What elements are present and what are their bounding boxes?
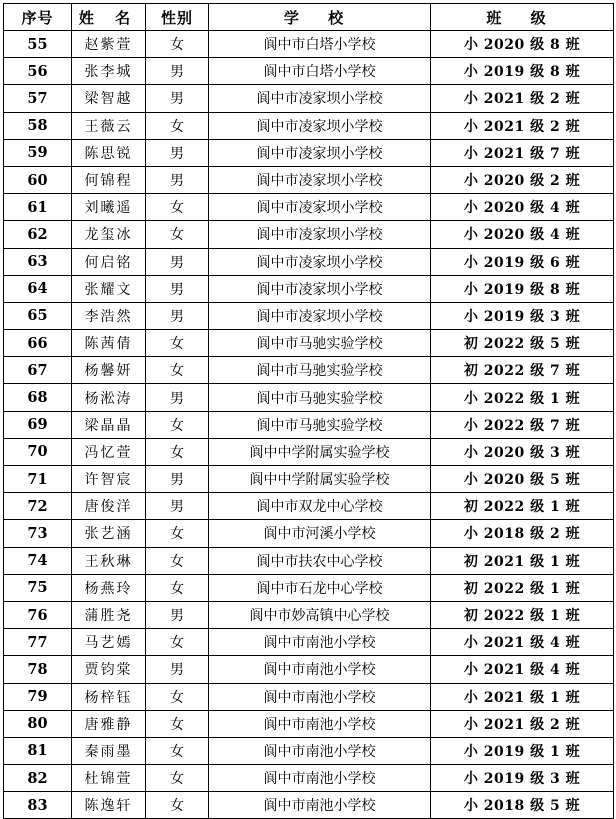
table-row xyxy=(4,792,614,819)
cell-class: 小 2018 级 2 班 xyxy=(431,520,614,547)
cell-no: 82 xyxy=(4,765,72,792)
table-row xyxy=(4,275,614,302)
cell-gender: 女 xyxy=(146,221,209,248)
table-row xyxy=(4,194,614,221)
table-row xyxy=(4,574,614,601)
cell-school: 阆中中学附属实验学校 xyxy=(209,438,431,465)
cell-class: 小 2019 级 3 班 xyxy=(431,302,614,329)
cell-class: 小 2019 级 1 班 xyxy=(431,737,614,764)
cell-school: 阆中市双龙中心学校 xyxy=(209,493,431,520)
table-row xyxy=(4,656,614,683)
cell-name: 冯忆萱 xyxy=(72,438,146,465)
cell-school: 阆中市马驰实验学校 xyxy=(209,411,431,438)
cell-school: 阆中市凌家坝小学校 xyxy=(209,194,431,221)
cell-name: 刘曦遥 xyxy=(72,194,146,221)
cell-no: 68 xyxy=(4,384,72,411)
cell-name: 许智宸 xyxy=(72,466,146,493)
cell-school: 阆中市南池小学校 xyxy=(209,737,431,764)
table-row xyxy=(4,438,614,465)
table-row xyxy=(4,166,614,193)
cell-name: 张艺涵 xyxy=(72,520,146,547)
table-row xyxy=(4,248,614,275)
cell-school: 阆中市凌家坝小学校 xyxy=(209,221,431,248)
cell-gender: 女 xyxy=(146,765,209,792)
cell-name: 杨馨妍 xyxy=(72,357,146,384)
cell-no: 71 xyxy=(4,466,72,493)
table-row xyxy=(4,31,614,58)
header-gender: 性别 xyxy=(146,4,209,31)
cell-no: 80 xyxy=(4,710,72,737)
cell-class: 小 2019 级 3 班 xyxy=(431,765,614,792)
header-no: 序号 xyxy=(4,4,72,31)
cell-class: 初 2022 级 1 班 xyxy=(431,601,614,628)
cell-class: 初 2022 级 1 班 xyxy=(431,493,614,520)
cell-gender: 女 xyxy=(146,792,209,819)
cell-school: 阆中中学附属实验学校 xyxy=(209,466,431,493)
cell-school: 阆中市石龙中心学校 xyxy=(209,574,431,601)
cell-school: 阆中市马驰实验学校 xyxy=(209,357,431,384)
cell-class: 小 2021 级 7 班 xyxy=(431,139,614,166)
cell-class: 小 2020 级 3 班 xyxy=(431,438,614,465)
cell-no: 77 xyxy=(4,629,72,656)
table-row xyxy=(4,520,614,547)
cell-no: 81 xyxy=(4,737,72,764)
cell-no: 57 xyxy=(4,85,72,112)
cell-gender: 男 xyxy=(146,85,209,112)
cell-name: 唐俊洋 xyxy=(72,493,146,520)
table-row xyxy=(4,601,614,628)
cell-name: 王秋琳 xyxy=(72,547,146,574)
header-school: 学 校 xyxy=(209,4,431,31)
cell-school: 阆中市凌家坝小学校 xyxy=(209,248,431,275)
table-header xyxy=(4,4,614,31)
cell-gender: 男 xyxy=(146,248,209,275)
cell-no: 64 xyxy=(4,275,72,302)
cell-gender: 男 xyxy=(146,166,209,193)
cell-no: 55 xyxy=(4,31,72,58)
cell-school: 阆中市扶农中心学校 xyxy=(209,547,431,574)
cell-name: 何启铭 xyxy=(72,248,146,275)
cell-class: 初 2022 级 1 班 xyxy=(431,574,614,601)
table-row xyxy=(4,112,614,139)
cell-no: 63 xyxy=(4,248,72,275)
cell-name: 赵紫萱 xyxy=(72,31,146,58)
cell-no: 70 xyxy=(4,438,72,465)
cell-school: 阆中市白塔小学校 xyxy=(209,31,431,58)
cell-gender: 男 xyxy=(146,493,209,520)
cell-school: 阆中市马驰实验学校 xyxy=(209,384,431,411)
cell-name: 张李城 xyxy=(72,58,146,85)
cell-gender: 男 xyxy=(146,275,209,302)
table-row xyxy=(4,330,614,357)
cell-class: 小 2021 级 2 班 xyxy=(431,710,614,737)
cell-school: 阆中市马驰实验学校 xyxy=(209,330,431,357)
cell-gender: 女 xyxy=(146,194,209,221)
cell-no: 79 xyxy=(4,683,72,710)
table-row xyxy=(4,58,614,85)
cell-name: 何锦程 xyxy=(72,166,146,193)
cell-name: 杨淞涛 xyxy=(72,384,146,411)
cell-name: 张耀文 xyxy=(72,275,146,302)
table-row xyxy=(4,466,614,493)
cell-school: 阆中市白塔小学校 xyxy=(209,58,431,85)
cell-name: 陈茜倩 xyxy=(72,330,146,357)
cell-gender: 男 xyxy=(146,656,209,683)
cell-gender: 女 xyxy=(146,710,209,737)
cell-class: 小 2022 级 7 班 xyxy=(431,411,614,438)
cell-class: 小 2019 级 8 班 xyxy=(431,275,614,302)
cell-name: 陈思锐 xyxy=(72,139,146,166)
cell-name: 陈逸轩 xyxy=(72,792,146,819)
cell-class: 小 2021 级 1 班 xyxy=(431,683,614,710)
cell-school: 阆中市凌家坝小学校 xyxy=(209,112,431,139)
student-table xyxy=(3,3,614,819)
cell-school: 阆中市南池小学校 xyxy=(209,683,431,710)
cell-no: 72 xyxy=(4,493,72,520)
cell-name: 梁晶晶 xyxy=(72,411,146,438)
cell-name: 蒲胜尧 xyxy=(72,601,146,628)
cell-name: 杜锦萱 xyxy=(72,765,146,792)
cell-gender: 男 xyxy=(146,466,209,493)
cell-gender: 女 xyxy=(146,547,209,574)
table-row xyxy=(4,737,614,764)
cell-school: 阆中市凌家坝小学校 xyxy=(209,139,431,166)
cell-school: 阆中市河溪小学校 xyxy=(209,520,431,547)
cell-no: 58 xyxy=(4,112,72,139)
cell-class: 小 2020 级 5 班 xyxy=(431,466,614,493)
cell-class: 小 2021 级 2 班 xyxy=(431,112,614,139)
cell-gender: 女 xyxy=(146,112,209,139)
cell-no: 59 xyxy=(4,139,72,166)
cell-class: 小 2020 级 2 班 xyxy=(431,166,614,193)
cell-class: 小 2018 级 5 班 xyxy=(431,792,614,819)
cell-gender: 女 xyxy=(146,438,209,465)
cell-class: 小 2021 级 4 班 xyxy=(431,629,614,656)
cell-school: 阆中市南池小学校 xyxy=(209,656,431,683)
cell-school: 阆中市凌家坝小学校 xyxy=(209,275,431,302)
cell-class: 初 2022 级 7 班 xyxy=(431,357,614,384)
cell-name: 李浩然 xyxy=(72,302,146,329)
cell-gender: 男 xyxy=(146,139,209,166)
cell-class: 小 2020 级 8 班 xyxy=(431,31,614,58)
cell-class: 小 2021 级 2 班 xyxy=(431,85,614,112)
cell-class: 小 2022 级 1 班 xyxy=(431,384,614,411)
cell-gender: 女 xyxy=(146,357,209,384)
table-row xyxy=(4,765,614,792)
cell-no: 73 xyxy=(4,520,72,547)
cell-gender: 女 xyxy=(146,520,209,547)
student-list-sheet xyxy=(3,3,614,819)
cell-no: 65 xyxy=(4,302,72,329)
cell-name: 梁智越 xyxy=(72,85,146,112)
cell-name: 马艺嫣 xyxy=(72,629,146,656)
cell-no: 60 xyxy=(4,166,72,193)
cell-class: 小 2019 级 6 班 xyxy=(431,248,614,275)
table-row xyxy=(4,629,614,656)
table-row xyxy=(4,683,614,710)
cell-gender: 女 xyxy=(146,629,209,656)
cell-gender: 女 xyxy=(146,683,209,710)
cell-no: 75 xyxy=(4,574,72,601)
cell-no: 66 xyxy=(4,330,72,357)
table-row xyxy=(4,411,614,438)
table-row xyxy=(4,85,614,112)
cell-no: 67 xyxy=(4,357,72,384)
cell-name: 杨燕玲 xyxy=(72,574,146,601)
cell-class: 初 2022 级 5 班 xyxy=(431,330,614,357)
cell-name: 王薇云 xyxy=(72,112,146,139)
cell-gender: 女 xyxy=(146,411,209,438)
cell-gender: 男 xyxy=(146,384,209,411)
cell-no: 62 xyxy=(4,221,72,248)
cell-school: 阆中市南池小学校 xyxy=(209,792,431,819)
cell-school: 阆中市凌家坝小学校 xyxy=(209,166,431,193)
table-row xyxy=(4,357,614,384)
cell-class: 小 2019 级 8 班 xyxy=(431,58,614,85)
table-row xyxy=(4,547,614,574)
cell-school: 阆中市凌家坝小学校 xyxy=(209,302,431,329)
cell-name: 杨梓钰 xyxy=(72,683,146,710)
cell-class: 小 2021 级 4 班 xyxy=(431,656,614,683)
cell-gender: 女 xyxy=(146,31,209,58)
cell-no: 76 xyxy=(4,601,72,628)
table-row xyxy=(4,384,614,411)
cell-gender: 男 xyxy=(146,58,209,85)
cell-name: 龙玺冰 xyxy=(72,221,146,248)
cell-class: 初 2021 级 1 班 xyxy=(431,547,614,574)
table-body xyxy=(4,31,614,819)
cell-name: 唐雅静 xyxy=(72,710,146,737)
cell-gender: 女 xyxy=(146,737,209,764)
header-name: 姓 名 xyxy=(72,4,146,31)
table-row xyxy=(4,302,614,329)
header-class: 班 级 xyxy=(431,4,614,31)
cell-name: 秦雨墨 xyxy=(72,737,146,764)
cell-gender: 男 xyxy=(146,601,209,628)
cell-school: 阆中市南池小学校 xyxy=(209,710,431,737)
cell-school: 阆中市南池小学校 xyxy=(209,765,431,792)
cell-class: 小 2020 级 4 班 xyxy=(431,194,614,221)
table-row xyxy=(4,710,614,737)
cell-school: 阆中市凌家坝小学校 xyxy=(209,85,431,112)
table-row xyxy=(4,493,614,520)
cell-gender: 女 xyxy=(146,574,209,601)
cell-no: 74 xyxy=(4,547,72,574)
cell-school: 阆中市妙高镇中心学校 xyxy=(209,601,431,628)
cell-name: 贾钧棠 xyxy=(72,656,146,683)
cell-no: 78 xyxy=(4,656,72,683)
cell-no: 61 xyxy=(4,194,72,221)
table-row xyxy=(4,139,614,166)
cell-no: 69 xyxy=(4,411,72,438)
header-row xyxy=(4,4,614,31)
cell-no: 56 xyxy=(4,58,72,85)
cell-school: 阆中市南池小学校 xyxy=(209,629,431,656)
table-row xyxy=(4,221,614,248)
cell-no: 83 xyxy=(4,792,72,819)
cell-gender: 男 xyxy=(146,302,209,329)
cell-class: 小 2020 级 4 班 xyxy=(431,221,614,248)
cell-gender: 女 xyxy=(146,330,209,357)
